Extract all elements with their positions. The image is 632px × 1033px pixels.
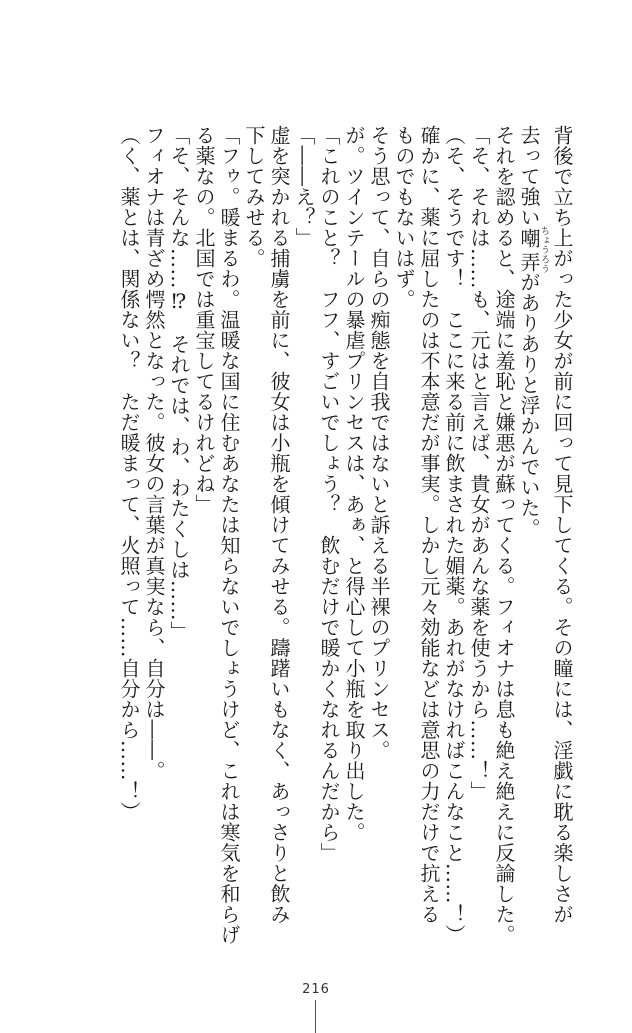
text-line: （そ、そうです！ ここに来る前に飲まされた媚薬。あれがなければこんなこと……！） [442,125,466,945]
text-line: 「そ、それは……も、元はと言えば、貴女があんな薬を使うから……！」 [467,125,491,802]
text-line: それを認めると、途端に羞恥と嫌悪が蘇ってくる。フィオナは息も絶え絶えに反論した。 [492,125,516,945]
text-line: が。ツインテールの暴虐プリンセスは、あぁ、と得心して小瓶を取り出した。 [342,125,366,843]
text-line: 去って強い嘲弄ちょうろうがありありと浮かんでいた。 [517,125,549,539]
text-line: ものでもないはず。 [392,125,416,310]
text-line: 「――え？」 [292,125,316,248]
text-line: 背後で立ち上がった少女が前に回って見下してくる。その瞳には、淫戯に耽る楽しさが [550,125,574,925]
text-line: （く、薬とは、関係ない？ ただ暖まって、火照って……自分から……！） [117,125,141,822]
text-line: フィオナは青ざめ愕然となった。彼女の言葉が真実なら、自分は――。 [142,125,166,781]
text-line: 「そ、そんな……⁉ それでは、わ、わたくしは……」 [167,125,191,642]
text-line: そう思って、自らの痴態を自我ではないと訴える半裸のプリンセス。 [367,125,391,761]
footer-rule [315,1000,316,1033]
text-line: 「フゥ。暖まるわ。温暖な国に住むあなたは知らないでしょうけど、これは寒気を和らげ [217,125,241,945]
text-line: る薬なの。北国では重宝してるけれどね」 [192,125,216,515]
text-line: 確かに、薬に屈したのは不本意だが事実。しかし元々効能などは意思の力だけで抗える [417,125,441,925]
text-line: 虚を突かれる捕虜を前に、彼女は小瓶を傾けてみせる。躊躇いもなく、あっさりと飲み [267,125,291,925]
page-number: 216 [302,982,330,997]
vertical-text-body [116,125,574,945]
ruby-reading: ちょうろう [539,225,549,274]
ruby-word: 嘲弄ちょうろう [517,225,549,274]
text-line: 下してみせる。 [242,125,266,269]
text-line: 「これのこと？ フフ、すごいでしょう？ 飲むだけで暖かくなれるんだから」 [317,125,341,863]
